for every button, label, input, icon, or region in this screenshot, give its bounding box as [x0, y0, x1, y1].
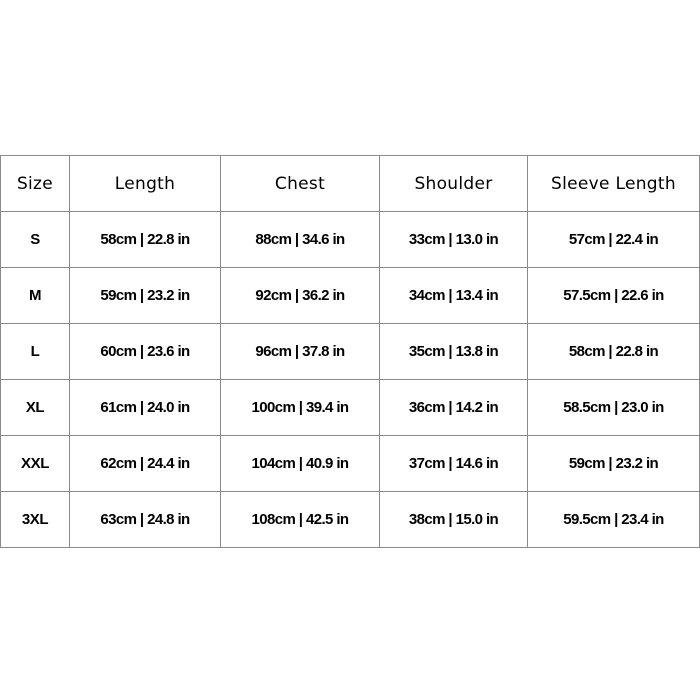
size-cell: XXL — [1, 436, 70, 492]
size-cell: M — [1, 268, 70, 324]
header-length: Length — [70, 156, 221, 212]
length-cell: 59cm | 23.2 in — [70, 268, 221, 324]
chest-cell: 92cm | 36.2 in — [221, 268, 380, 324]
header-sleeve-length: Sleeve Length — [528, 156, 700, 212]
shoulder-cell: 36cm | 14.2 in — [380, 380, 528, 436]
size-cell: XL — [1, 380, 70, 436]
table-row — [1, 268, 700, 324]
header-size: Size — [1, 156, 70, 212]
chest-cell: 108cm | 42.5 in — [221, 492, 380, 548]
length-cell: 61cm | 24.0 in — [70, 380, 221, 436]
sleeve-length-cell: 59cm | 23.2 in — [528, 436, 700, 492]
header-chest: Chest — [221, 156, 380, 212]
table-row — [1, 212, 700, 268]
sleeve-length-cell: 57cm | 22.4 in — [528, 212, 700, 268]
length-cell: 58cm | 22.8 in — [70, 212, 221, 268]
size-chart-table — [0, 155, 700, 548]
size-cell: 3XL — [1, 492, 70, 548]
table-row — [1, 324, 700, 380]
sleeve-length-cell: 59.5cm | 23.4 in — [528, 492, 700, 548]
shoulder-cell: 38cm | 15.0 in — [380, 492, 528, 548]
shoulder-cell: 35cm | 13.8 in — [380, 324, 528, 380]
sleeve-length-cell: 57.5cm | 22.6 in — [528, 268, 700, 324]
header-row — [1, 156, 700, 212]
length-cell: 63cm | 24.8 in — [70, 492, 221, 548]
chest-cell: 88cm | 34.6 in — [221, 212, 380, 268]
table-row — [1, 436, 700, 492]
chest-cell: 96cm | 37.8 in — [221, 324, 380, 380]
size-cell: L — [1, 324, 70, 380]
sleeve-length-cell: 58.5cm | 23.0 in — [528, 380, 700, 436]
size-cell: S — [1, 212, 70, 268]
chest-cell: 104cm | 40.9 in — [221, 436, 380, 492]
shoulder-cell: 37cm | 14.6 in — [380, 436, 528, 492]
chest-cell: 100cm | 39.4 in — [221, 380, 380, 436]
header-shoulder: Shoulder — [380, 156, 528, 212]
length-cell: 62cm | 24.4 in — [70, 436, 221, 492]
length-cell: 60cm | 23.6 in — [70, 324, 221, 380]
table-row — [1, 492, 700, 548]
table-row — [1, 380, 700, 436]
shoulder-cell: 34cm | 13.4 in — [380, 268, 528, 324]
shoulder-cell: 33cm | 13.0 in — [380, 212, 528, 268]
sleeve-length-cell: 58cm | 22.8 in — [528, 324, 700, 380]
